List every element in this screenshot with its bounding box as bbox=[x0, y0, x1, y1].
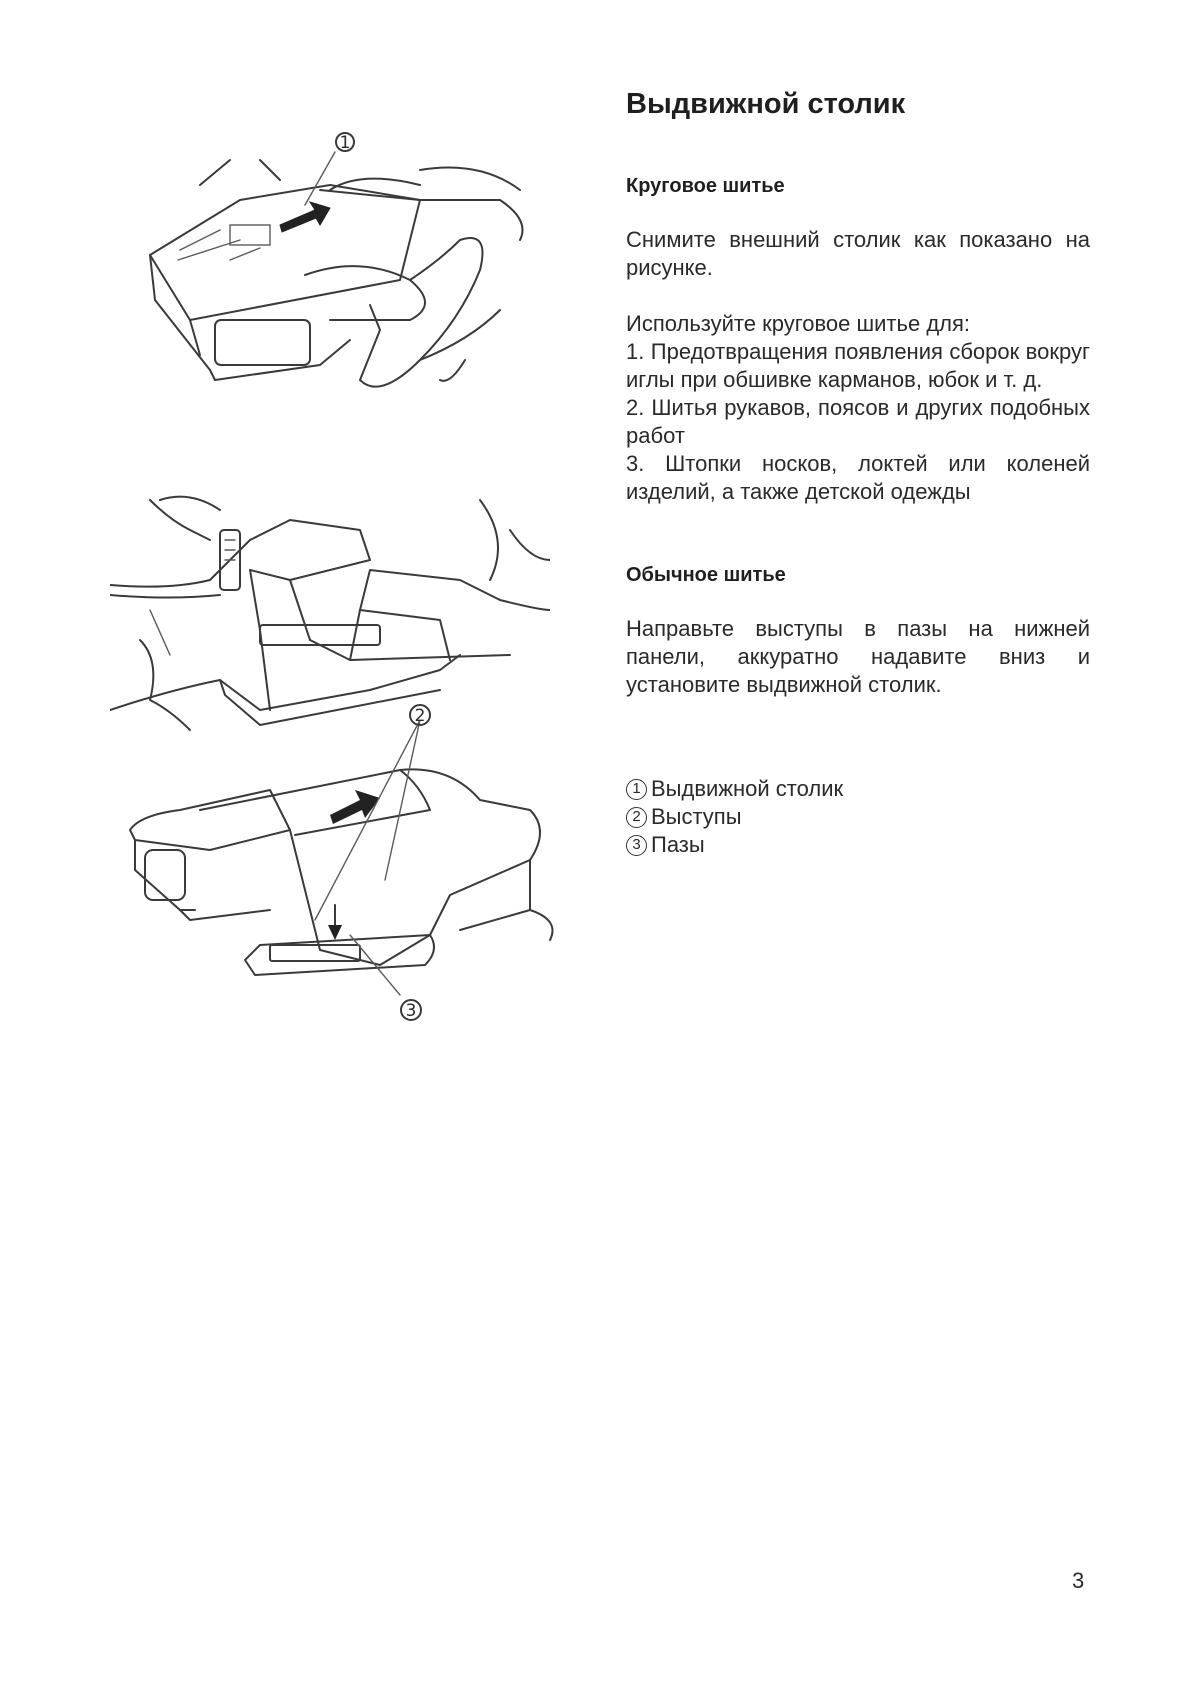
figure-attach-table bbox=[120, 706, 560, 1060]
legend-label: Выступы bbox=[651, 804, 742, 829]
legend-number: 2 bbox=[626, 807, 647, 828]
callout-3-circle bbox=[398, 997, 424, 1023]
legend-item bbox=[626, 803, 1090, 831]
heading-circular-sewing: Круговое шитье bbox=[626, 175, 785, 197]
legend bbox=[626, 775, 1090, 859]
callout-1: 1 bbox=[339, 133, 351, 153]
figure-remove-table bbox=[120, 130, 540, 430]
list-item: 1. Предотвращения появления сборок вокруг иглы при обшивке карманов, юбок и т. д. bbox=[626, 339, 1090, 392]
attach-table-drawing bbox=[120, 720, 560, 1060]
legend-item bbox=[626, 775, 1090, 803]
legend-number: 1 bbox=[626, 779, 647, 800]
callout-2: 2 bbox=[414, 706, 426, 726]
legend-item bbox=[626, 831, 1090, 859]
text-column bbox=[626, 88, 1090, 859]
heading-normal-sewing: Обычное шитье bbox=[626, 564, 786, 586]
callout-2-circle bbox=[407, 702, 433, 728]
page-number: 3 bbox=[1072, 1568, 1085, 1593]
legend-label: Пазы bbox=[651, 832, 705, 857]
remove-table-drawing bbox=[120, 130, 540, 430]
legend-number: 3 bbox=[626, 835, 647, 856]
callout-3: 3 bbox=[405, 1001, 417, 1021]
list-item: 2. Шитья рукавов, поясов и других подобных работ bbox=[626, 395, 1090, 448]
circular-use-lead: Используйте круговое шитье для: bbox=[626, 311, 971, 336]
list-item: 3. Штопки носков, локтей или коленей изделий, а также детской одежды bbox=[626, 451, 1090, 504]
legend-label: Выдвижной столик bbox=[651, 776, 844, 801]
page-title: Выдвижной столик bbox=[626, 88, 906, 120]
circular-intro: Снимите внешний столик как показано на рисунке. bbox=[626, 227, 1090, 280]
normal-text: Направьте выступы в пазы на нижней панели, аккуратно надавите вниз и установите выдвижной столик. bbox=[626, 616, 1090, 697]
